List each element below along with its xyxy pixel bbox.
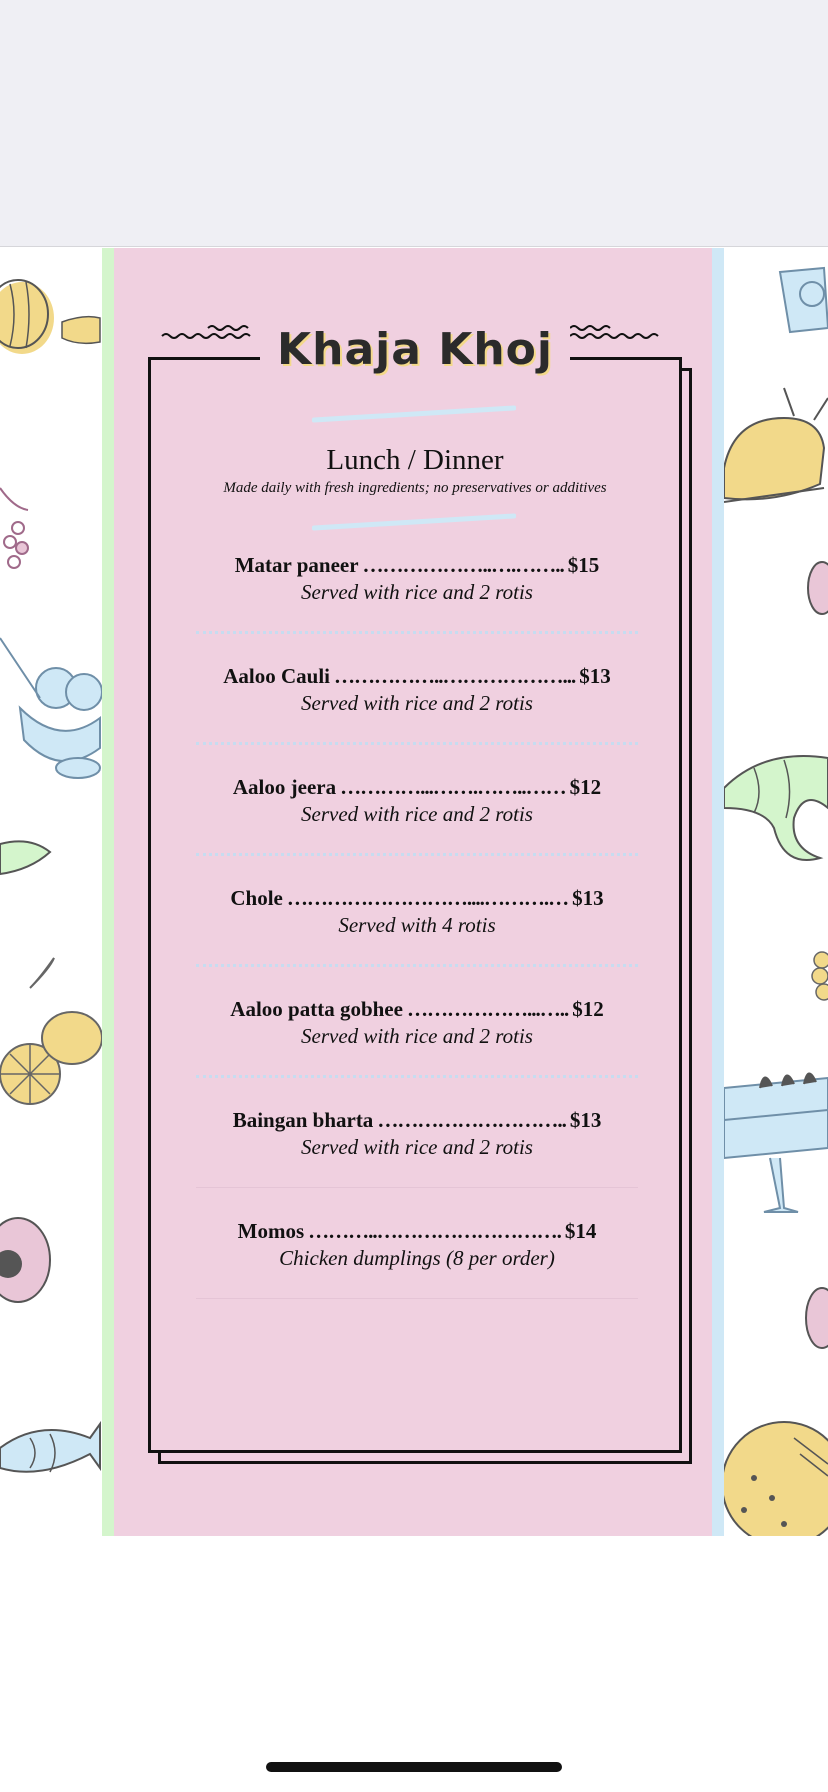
viewer-top-bar bbox=[0, 0, 828, 247]
menu-document bbox=[0, 248, 828, 1536]
menu-subtitle: Lunch / Dinner bbox=[326, 444, 504, 476]
item-price: $13 bbox=[572, 886, 604, 910]
item-dot-leader: ……………..………………... bbox=[334, 664, 576, 688]
item-name: Matar paneer bbox=[234, 553, 359, 577]
item-dot-leader: ………………………....……….… bbox=[286, 886, 569, 910]
item-divider bbox=[196, 1298, 638, 1299]
bottle-icon bbox=[808, 562, 828, 614]
item-description: Served with 4 rotis bbox=[338, 913, 496, 937]
green-stripe bbox=[102, 248, 114, 1536]
item-divider bbox=[196, 742, 638, 745]
berries-icon bbox=[0, 488, 28, 568]
blue-stripe bbox=[712, 248, 724, 1536]
item-price: $13 bbox=[569, 1108, 602, 1132]
item-divider bbox=[196, 631, 638, 634]
menu-item bbox=[196, 1219, 638, 1271]
bottom-accent-line bbox=[312, 512, 516, 532]
cup-icon bbox=[780, 268, 828, 332]
item-dot-leader: ………………..….…….. bbox=[362, 553, 564, 577]
item-name: Chole bbox=[230, 886, 283, 910]
grapes-icon bbox=[812, 952, 828, 1000]
onion-icon bbox=[806, 1288, 828, 1348]
item-dot-leader: ……………………….. bbox=[377, 1108, 566, 1132]
item-divider bbox=[196, 1075, 638, 1078]
roast-chicken-icon bbox=[724, 388, 828, 502]
item-description: Chicken dumplings (8 per order) bbox=[279, 1246, 555, 1270]
menu-item bbox=[196, 775, 638, 827]
avocado-icon bbox=[0, 1218, 50, 1302]
menu-item bbox=[196, 886, 638, 938]
item-dot-leader: …………...…….……..…… bbox=[340, 775, 566, 799]
restaurant-title: Khaja Khoj bbox=[277, 324, 553, 375]
title-container bbox=[260, 320, 570, 380]
right-squiggle-decoration bbox=[568, 324, 668, 344]
ice-cream-icon bbox=[0, 638, 102, 778]
item-description: Served with rice and 2 rotis bbox=[301, 1024, 533, 1048]
top-accent-line bbox=[312, 404, 516, 424]
melon-icon bbox=[724, 1422, 828, 1536]
item-name: Aaloo Cauli bbox=[223, 664, 330, 688]
menu-item bbox=[196, 664, 638, 716]
menu-item bbox=[196, 553, 638, 605]
croissant-icon bbox=[724, 756, 828, 860]
item-divider bbox=[196, 964, 638, 967]
item-price: $15 bbox=[567, 553, 600, 577]
right-doodle-column bbox=[724, 248, 828, 1536]
item-price: $14 bbox=[564, 1219, 597, 1243]
item-price: $12 bbox=[569, 775, 602, 799]
menu-item bbox=[196, 997, 638, 1049]
cake-icon bbox=[724, 1073, 828, 1212]
item-dot-leader: ………..………………………. bbox=[308, 1219, 561, 1243]
item-dot-leader: ………………...….. bbox=[406, 997, 569, 1021]
sandwich-icon bbox=[0, 841, 50, 874]
item-name: Momos bbox=[237, 1219, 305, 1243]
item-price: $12 bbox=[572, 997, 604, 1021]
fish-icon bbox=[0, 1424, 100, 1472]
item-divider bbox=[196, 1187, 638, 1188]
item-description: Served with rice and 2 rotis bbox=[301, 580, 533, 604]
menu-item bbox=[196, 1108, 638, 1160]
item-price: $13 bbox=[579, 664, 611, 688]
item-description: Served with rice and 2 rotis bbox=[301, 802, 533, 826]
item-divider bbox=[196, 853, 638, 856]
menu-tagline: Made daily with fresh ingredients; no preservatives or additives bbox=[223, 480, 607, 496]
item-description: Served with rice and 2 rotis bbox=[301, 691, 533, 715]
item-name: Baingan bharta bbox=[232, 1108, 374, 1132]
home-indicator[interactable] bbox=[266, 1762, 562, 1772]
item-description: Served with rice and 2 rotis bbox=[301, 1135, 533, 1159]
lemon-icon bbox=[0, 958, 102, 1104]
item-name: Aaloo jeera bbox=[232, 775, 337, 799]
left-doodle-column bbox=[0, 248, 102, 1536]
pumpkin-icon bbox=[0, 280, 100, 354]
left-squiggle-decoration bbox=[160, 324, 260, 344]
item-name: Aaloo patta gobhee bbox=[230, 997, 403, 1021]
